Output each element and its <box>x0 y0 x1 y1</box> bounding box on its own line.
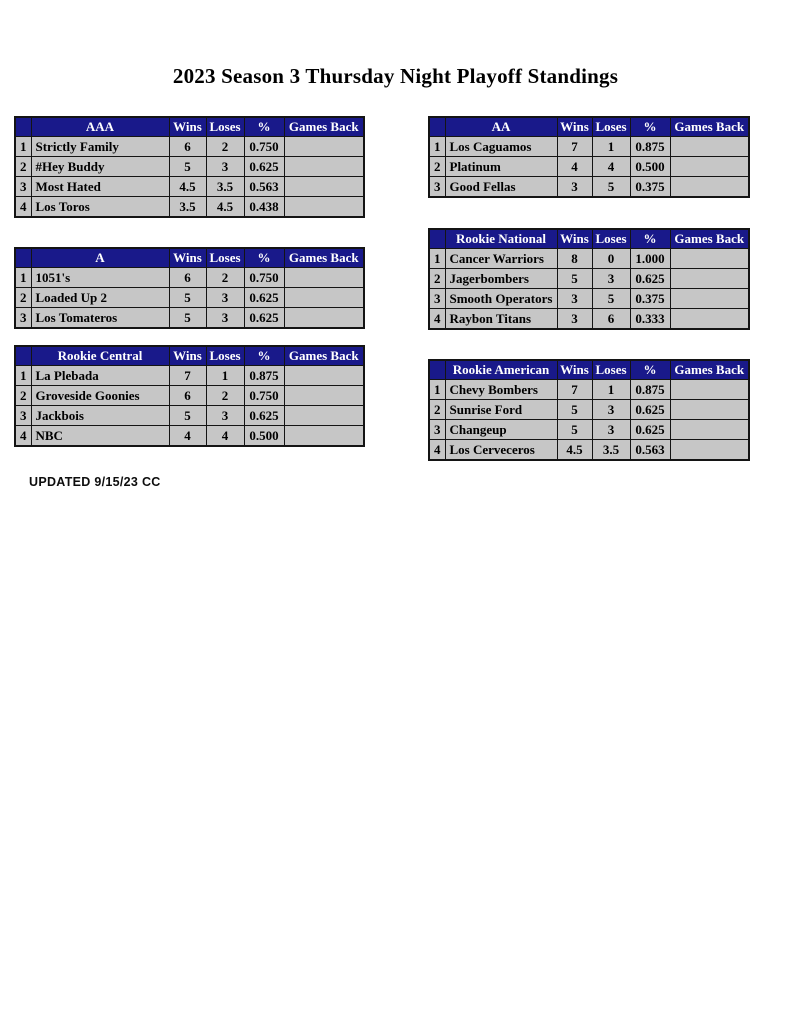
wins-cell: 3 <box>557 289 592 309</box>
rank-cell: 1 <box>429 137 445 157</box>
team-name-cell: Changeup <box>445 420 557 440</box>
games-back-cell <box>284 406 364 426</box>
header-row <box>15 117 364 137</box>
rank-column-header <box>429 229 445 249</box>
wins-cell: 5 <box>169 157 206 177</box>
games-back-cell <box>670 137 749 157</box>
col-header-loses: Loses <box>206 117 244 137</box>
wins-cell: 4.5 <box>169 177 206 197</box>
loses-cell: 1 <box>592 380 630 400</box>
team-name-cell: Chevy Bombers <box>445 380 557 400</box>
games-back-cell <box>284 197 364 218</box>
wins-cell: 5 <box>557 269 592 289</box>
wins-cell: 6 <box>169 268 206 288</box>
games-back-cell <box>670 440 749 461</box>
pct-cell: 0.438 <box>244 197 284 218</box>
loses-cell: 3 <box>592 269 630 289</box>
loses-cell: 0 <box>592 249 630 269</box>
col-header-games-back: Games Back <box>284 346 364 366</box>
rank-cell: 4 <box>429 440 445 461</box>
games-back-cell <box>284 137 364 157</box>
team-name-cell: #Hey Buddy <box>31 157 169 177</box>
rank-cell: 1 <box>429 249 445 269</box>
pct-cell: 1.000 <box>630 249 670 269</box>
rank-column-header <box>429 360 445 380</box>
rank-cell: 2 <box>15 157 31 177</box>
team-row <box>15 157 364 177</box>
team-name-cell: Platinum <box>445 157 557 177</box>
wins-cell: 4 <box>557 157 592 177</box>
rank-cell: 3 <box>429 420 445 440</box>
wins-cell: 5 <box>169 308 206 329</box>
rank-column-header <box>15 346 31 366</box>
rank-cell: 2 <box>15 386 31 406</box>
team-row <box>429 157 749 177</box>
standings-table-a <box>14 247 365 329</box>
wins-cell: 7 <box>169 366 206 386</box>
pct-cell: 0.500 <box>630 157 670 177</box>
division-header: AAA <box>31 117 169 137</box>
loses-cell: 5 <box>592 177 630 198</box>
rank-cell: 3 <box>15 177 31 197</box>
col-header-games-back: Games Back <box>670 229 749 249</box>
rank-cell: 4 <box>15 197 31 218</box>
team-row <box>15 386 364 406</box>
rank-column-header <box>429 117 445 137</box>
standings-table-rookie-central <box>14 345 365 447</box>
header-row <box>429 229 749 249</box>
col-header-pct: % <box>244 117 284 137</box>
team-name-cell: Jagerbombers <box>445 269 557 289</box>
pct-cell: 0.875 <box>630 380 670 400</box>
loses-cell: 2 <box>206 268 244 288</box>
wins-cell: 5 <box>169 288 206 308</box>
col-header-games-back: Games Back <box>284 248 364 268</box>
col-header-wins: Wins <box>557 117 592 137</box>
games-back-cell <box>284 366 364 386</box>
division-header: Rookie Central <box>31 346 169 366</box>
team-row <box>429 289 749 309</box>
rank-cell: 1 <box>429 380 445 400</box>
games-back-cell <box>670 177 749 198</box>
team-row <box>15 308 364 329</box>
pct-cell: 0.625 <box>630 420 670 440</box>
team-row <box>15 268 364 288</box>
pct-cell: 0.500 <box>244 426 284 447</box>
team-row <box>429 269 749 289</box>
standings-table-aaa <box>14 116 365 218</box>
games-back-cell <box>284 177 364 197</box>
col-header-games-back: Games Back <box>284 117 364 137</box>
wins-cell: 6 <box>169 386 206 406</box>
col-header-pct: % <box>630 117 670 137</box>
pct-cell: 0.563 <box>630 440 670 461</box>
pct-cell: 0.333 <box>630 309 670 330</box>
pct-cell: 0.750 <box>244 137 284 157</box>
rank-cell: 4 <box>15 426 31 447</box>
team-name-cell: Most Hated <box>31 177 169 197</box>
team-name-cell: Sunrise Ford <box>445 400 557 420</box>
team-row <box>15 366 364 386</box>
wins-cell: 7 <box>557 380 592 400</box>
col-header-pct: % <box>630 229 670 249</box>
pct-cell: 0.625 <box>244 288 284 308</box>
col-header-loses: Loses <box>206 248 244 268</box>
team-name-cell: La Plebada <box>31 366 169 386</box>
wins-cell: 3.5 <box>169 197 206 218</box>
pct-cell: 0.625 <box>244 157 284 177</box>
loses-cell: 3.5 <box>592 440 630 461</box>
rank-cell: 3 <box>15 406 31 426</box>
updated-note: UPDATED 9/15/23 CC <box>29 475 161 489</box>
team-row <box>429 137 749 157</box>
pct-cell: 0.375 <box>630 177 670 198</box>
standings-table-rookie-national <box>428 228 750 330</box>
team-name-cell: Strictly Family <box>31 137 169 157</box>
col-header-loses: Loses <box>592 229 630 249</box>
loses-cell: 3 <box>206 406 244 426</box>
pct-cell: 0.875 <box>630 137 670 157</box>
wins-cell: 4.5 <box>557 440 592 461</box>
header-row <box>15 248 364 268</box>
team-row <box>429 249 749 269</box>
col-header-pct: % <box>630 360 670 380</box>
team-name-cell: Raybon Titans <box>445 309 557 330</box>
standings-table-rookie-american <box>428 359 750 461</box>
games-back-cell <box>284 426 364 447</box>
games-back-cell <box>670 380 749 400</box>
games-back-cell <box>670 420 749 440</box>
col-header-loses: Loses <box>206 346 244 366</box>
pct-cell: 0.625 <box>244 308 284 329</box>
col-header-loses: Loses <box>592 360 630 380</box>
loses-cell: 3 <box>206 157 244 177</box>
rank-cell: 1 <box>15 137 31 157</box>
team-row <box>429 309 749 330</box>
loses-cell: 3 <box>206 288 244 308</box>
loses-cell: 4 <box>206 426 244 447</box>
col-header-wins: Wins <box>169 346 206 366</box>
games-back-cell <box>284 386 364 406</box>
header-row <box>429 360 749 380</box>
rank-cell: 3 <box>15 308 31 329</box>
team-row <box>15 288 364 308</box>
team-name-cell: Smooth Operators <box>445 289 557 309</box>
games-back-cell <box>670 400 749 420</box>
team-name-cell: NBC <box>31 426 169 447</box>
pct-cell: 0.875 <box>244 366 284 386</box>
loses-cell: 1 <box>206 366 244 386</box>
wins-cell: 3 <box>557 309 592 330</box>
team-row <box>429 420 749 440</box>
loses-cell: 6 <box>592 309 630 330</box>
pct-cell: 0.625 <box>244 406 284 426</box>
rank-cell: 2 <box>429 157 445 177</box>
wins-cell: 8 <box>557 249 592 269</box>
team-row <box>429 400 749 420</box>
loses-cell: 3 <box>592 400 630 420</box>
pct-cell: 0.375 <box>630 289 670 309</box>
team-name-cell: Good Fellas <box>445 177 557 198</box>
wins-cell: 4 <box>169 426 206 447</box>
team-row <box>15 177 364 197</box>
team-name-cell: Los Caguamos <box>445 137 557 157</box>
games-back-cell <box>284 288 364 308</box>
rank-cell: 1 <box>15 366 31 386</box>
pct-cell: 0.563 <box>244 177 284 197</box>
loses-cell: 2 <box>206 386 244 406</box>
games-back-cell <box>284 157 364 177</box>
team-name-cell: Los Tomateros <box>31 308 169 329</box>
loses-cell: 3.5 <box>206 177 244 197</box>
rank-column-header <box>15 117 31 137</box>
games-back-cell <box>670 157 749 177</box>
wins-cell: 3 <box>557 177 592 198</box>
page-title: 2023 Season 3 Thursday Night Playoff Standings <box>172 64 619 88</box>
team-name-cell: Loaded Up 2 <box>31 288 169 308</box>
team-name-cell: 1051's <box>31 268 169 288</box>
team-row <box>429 177 749 198</box>
team-name-cell: Jackbois <box>31 406 169 426</box>
loses-cell: 4 <box>592 157 630 177</box>
col-header-wins: Wins <box>557 360 592 380</box>
col-header-games-back: Games Back <box>670 360 749 380</box>
games-back-cell <box>670 249 749 269</box>
team-row <box>429 440 749 461</box>
rank-cell: 4 <box>429 309 445 330</box>
loses-cell: 3 <box>592 420 630 440</box>
col-header-wins: Wins <box>169 117 206 137</box>
pct-cell: 0.625 <box>630 269 670 289</box>
rank-cell: 1 <box>15 268 31 288</box>
division-header: Rookie National <box>445 229 557 249</box>
team-name-cell: Los Toros <box>31 197 169 218</box>
games-back-cell <box>670 289 749 309</box>
loses-cell: 2 <box>206 137 244 157</box>
header-row <box>15 346 364 366</box>
division-header: Rookie American <box>445 360 557 380</box>
col-header-wins: Wins <box>169 248 206 268</box>
games-back-cell <box>284 268 364 288</box>
pct-cell: 0.625 <box>630 400 670 420</box>
team-row <box>15 197 364 218</box>
team-row <box>429 380 749 400</box>
pct-cell: 0.750 <box>244 386 284 406</box>
loses-cell: 3 <box>206 308 244 329</box>
loses-cell: 4.5 <box>206 197 244 218</box>
games-back-cell <box>670 309 749 330</box>
wins-cell: 5 <box>557 400 592 420</box>
rank-cell: 2 <box>15 288 31 308</box>
standings-table-aa <box>428 116 750 198</box>
col-header-loses: Loses <box>592 117 630 137</box>
rank-cell: 2 <box>429 400 445 420</box>
team-name-cell: Cancer Warriors <box>445 249 557 269</box>
division-header: A <box>31 248 169 268</box>
wins-cell: 5 <box>169 406 206 426</box>
col-header-pct: % <box>244 346 284 366</box>
wins-cell: 6 <box>169 137 206 157</box>
header-row <box>429 117 749 137</box>
team-row <box>15 137 364 157</box>
pct-cell: 0.750 <box>244 268 284 288</box>
loses-cell: 5 <box>592 289 630 309</box>
games-back-cell <box>284 308 364 329</box>
team-name-cell: Groveside Goonies <box>31 386 169 406</box>
rank-column-header <box>15 248 31 268</box>
wins-cell: 7 <box>557 137 592 157</box>
col-header-wins: Wins <box>557 229 592 249</box>
col-header-pct: % <box>244 248 284 268</box>
rank-cell: 2 <box>429 269 445 289</box>
col-header-games-back: Games Back <box>670 117 749 137</box>
division-header: AA <box>445 117 557 137</box>
team-row <box>15 406 364 426</box>
wins-cell: 5 <box>557 420 592 440</box>
rank-cell: 3 <box>429 177 445 198</box>
rank-cell: 3 <box>429 289 445 309</box>
team-row <box>15 426 364 447</box>
games-back-cell <box>670 269 749 289</box>
team-name-cell: Los Cerveceros <box>445 440 557 461</box>
loses-cell: 1 <box>592 137 630 157</box>
